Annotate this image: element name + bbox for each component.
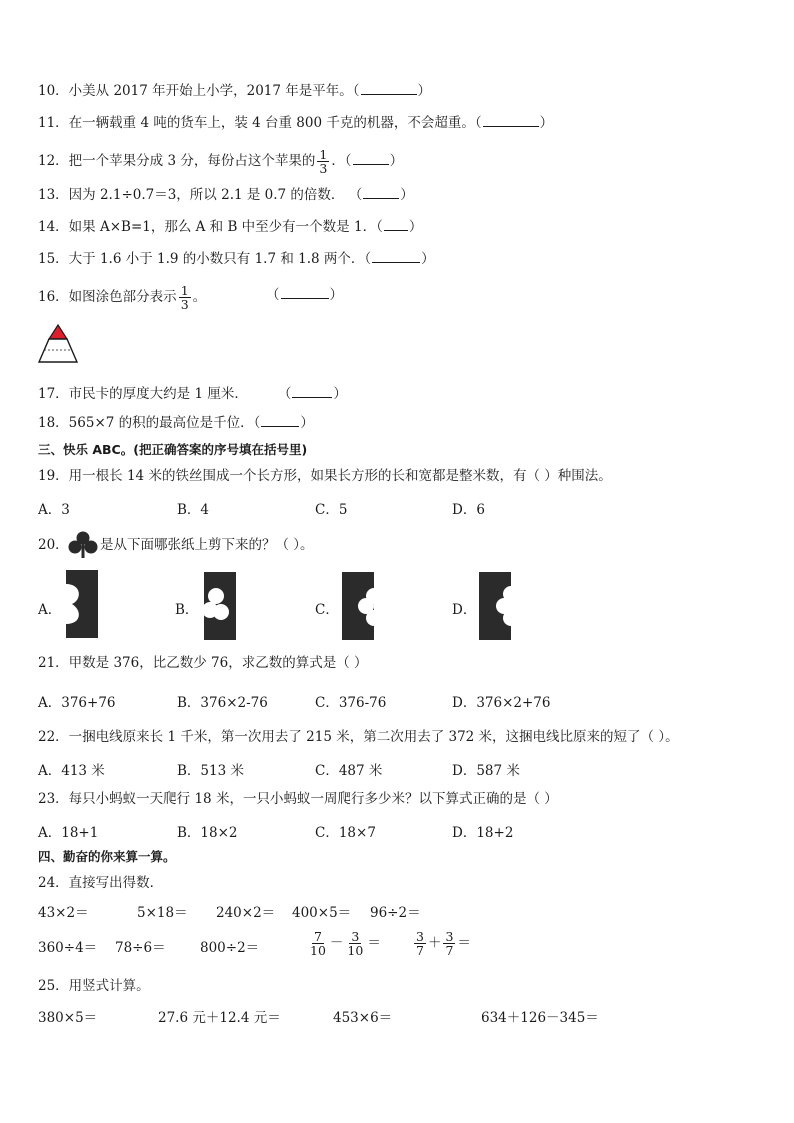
option-a[interactable]: A． (38, 602, 62, 618)
question-17 (38, 385, 347, 403)
denominator: 7 (445, 943, 454, 958)
close-paren: ） (417, 83, 432, 99)
question-17-text: 17．市民卡的厚度大约是 1 厘米． (38, 386, 248, 402)
answer-blank-18[interactable] (261, 414, 299, 427)
question-10 (38, 82, 431, 100)
clover-shape-icon (66, 530, 100, 560)
calc-item: 43×2＝ (38, 905, 89, 921)
answer-blank-17[interactable] (292, 385, 332, 398)
fraction (179, 284, 191, 311)
question-16-tail: 。 (192, 289, 207, 305)
question-14 (38, 218, 422, 236)
calc-item: 240×2＝ (216, 905, 276, 921)
fraction-expression (306, 930, 381, 957)
answer-blank-14[interactable] (384, 218, 408, 231)
numerator: 1 (180, 283, 189, 298)
question-13 (38, 186, 414, 204)
answer-blank-11[interactable] (483, 114, 539, 127)
question-16 (38, 284, 206, 311)
calc-item: 5×18＝ (137, 905, 188, 921)
equals: ＝ (367, 935, 381, 951)
option-c[interactable]: C．487 米 (315, 763, 383, 779)
question-25: 25．用竖式计算。 (38, 978, 150, 994)
equals: ＝ (457, 935, 471, 951)
option-a[interactable]: A．413 米 (38, 763, 105, 779)
fraction-expression (412, 930, 471, 957)
question-14-text: 14．如果 A×B=1，那么 A 和 B 中至少有一个数是 1．（ (38, 219, 383, 235)
numerator: 1 (319, 147, 328, 162)
answer-blank-12[interactable] (353, 152, 389, 165)
question-23: 23．每只小蚂蚁一天爬行 18 米，一只小蚂蚁一周爬行多少米？以下算式正确的是（ ） (38, 791, 558, 807)
question-12 (38, 148, 403, 175)
denominator: 3 (180, 297, 189, 312)
option-a[interactable]: A．18+1 (38, 825, 99, 841)
fraction (317, 148, 329, 175)
close-paren: ） (300, 415, 314, 431)
answer-blank-15[interactable] (372, 250, 420, 263)
numerator: 3 (416, 929, 424, 944)
open-paren: （ (277, 386, 292, 402)
fraction (443, 930, 455, 957)
option-c[interactable]: C．376-76 (315, 695, 387, 711)
denominator: 7 (416, 943, 424, 958)
numerator: 7 (313, 929, 322, 944)
question-11 (38, 114, 553, 132)
question-24: 24．直接写出得数． (38, 875, 164, 891)
calc-item: 453×6＝ (333, 1010, 393, 1026)
section-3-heading: 三、快乐 ABC。(把正确答案的序号填在括号里) (38, 442, 308, 457)
option-a[interactable]: A．3 (38, 502, 70, 518)
option-c[interactable]: C． (315, 602, 339, 618)
denominator: 10 (347, 943, 364, 958)
option-a[interactable]: A．376+76 (38, 695, 116, 711)
question-12-tail: ．（ (331, 153, 352, 169)
question-11-text: 11．在一辆载重 4 吨的货车上，装 4 台重 800 千克的机器，不会超重。（ (38, 115, 482, 131)
fraction (345, 930, 365, 957)
close-paren: ） (329, 287, 343, 303)
question-19: 19．用一根长 14 米的铁丝围成一个长方形，如果长方形的长和宽都是整米数，有（ ）种围法。 (38, 468, 612, 484)
option-c[interactable]: C．5 (315, 502, 348, 518)
close-paren: ） (389, 153, 404, 169)
question-10-text: 10．小美从 2017 年开始上小学，2017 年是平年。（ (38, 83, 360, 99)
close-paren: ） (421, 251, 435, 267)
close-paren: ） (400, 187, 414, 203)
fraction (414, 930, 426, 957)
option-d[interactable]: D．376×2+76 (452, 695, 551, 711)
option-c[interactable]: C．18×7 (315, 825, 376, 841)
calc-item: 380×5＝ (38, 1010, 98, 1026)
paper-b-icon[interactable] (204, 572, 236, 640)
option-d[interactable]: D．587 米 (452, 763, 520, 779)
answer-blank-10[interactable] (361, 82, 417, 95)
operator: ＋ (427, 935, 442, 951)
trapezoid-figure-icon (36, 322, 80, 366)
denominator: 10 (310, 943, 326, 958)
calc-item: 27.6 元＋12.4 元＝ (158, 1010, 281, 1026)
question-18-text: 18．565×7 的积的最高位是千位．（ (38, 415, 261, 431)
answer-blank-13[interactable] (363, 186, 399, 199)
section-4-heading: 四、勤奋的你来算一算。 (38, 849, 176, 864)
question-22: 22．一捆电线原来长 1 千米，第一次用去了 215 米，第二次用去了 372 米，这捆电线比原来的短了（ ）。 (38, 729, 679, 745)
calc-item: 400×5＝ (292, 905, 352, 921)
question-16-answer (266, 286, 343, 304)
calc-item: 800÷2＝ (200, 940, 260, 956)
answer-blank-16[interactable] (281, 286, 329, 299)
open-paren: （ (266, 287, 280, 303)
close-paren: ） (539, 115, 554, 131)
question-13-text: 13．因为 2.1÷0.7＝3，所以 2.1 是 0.7 的倍数． （ (38, 187, 363, 203)
question-16-text: 16．如图涂色部分表示 (38, 289, 177, 305)
question-15-text: 15．大于 1.6 小于 1.9 的小数只有 1.7 和 1.8 两个．（ (38, 251, 372, 267)
calc-item: 96÷2＝ (370, 905, 421, 921)
operator: － (329, 935, 344, 951)
calc-item: 78÷6＝ (115, 940, 166, 956)
calc-item: 634＋126－345＝ (481, 1010, 599, 1026)
option-d[interactable]: D．6 (452, 502, 485, 518)
paper-a-icon[interactable] (66, 570, 98, 638)
question-18 (38, 414, 314, 432)
close-paren: ） (408, 219, 423, 235)
paper-d-icon[interactable] (479, 572, 511, 640)
option-b[interactable]: B． (175, 602, 199, 618)
question-20 (38, 536, 69, 554)
question-15 (38, 250, 435, 268)
option-b[interactable]: B．513 米 (177, 763, 244, 779)
question-20-text: 是从下面哪张纸上剪下来的？（ ）。 (100, 537, 314, 553)
question-20-number: 20． (38, 537, 69, 553)
option-b[interactable]: B．4 (177, 502, 210, 518)
option-b[interactable]: B．376×2-76 (177, 695, 268, 711)
option-d[interactable]: D．18+2 (452, 825, 514, 841)
option-b[interactable]: B．18×2 (177, 825, 238, 841)
close-paren: ） (333, 386, 347, 402)
paper-c-icon[interactable] (342, 572, 374, 640)
question-21: 21．甲数是 376，比乙数少 76，求乙数的算式是（ ） (38, 655, 368, 671)
calc-item: 360÷4＝ (38, 940, 98, 956)
question-12-text: 12．把一个苹果分成 3 分，每份占这个苹果的 (38, 153, 316, 169)
denominator: 3 (319, 161, 328, 176)
fraction (308, 930, 328, 957)
option-d[interactable]: D． (452, 602, 477, 618)
numerator: 3 (351, 929, 360, 944)
numerator: 3 (445, 929, 454, 944)
